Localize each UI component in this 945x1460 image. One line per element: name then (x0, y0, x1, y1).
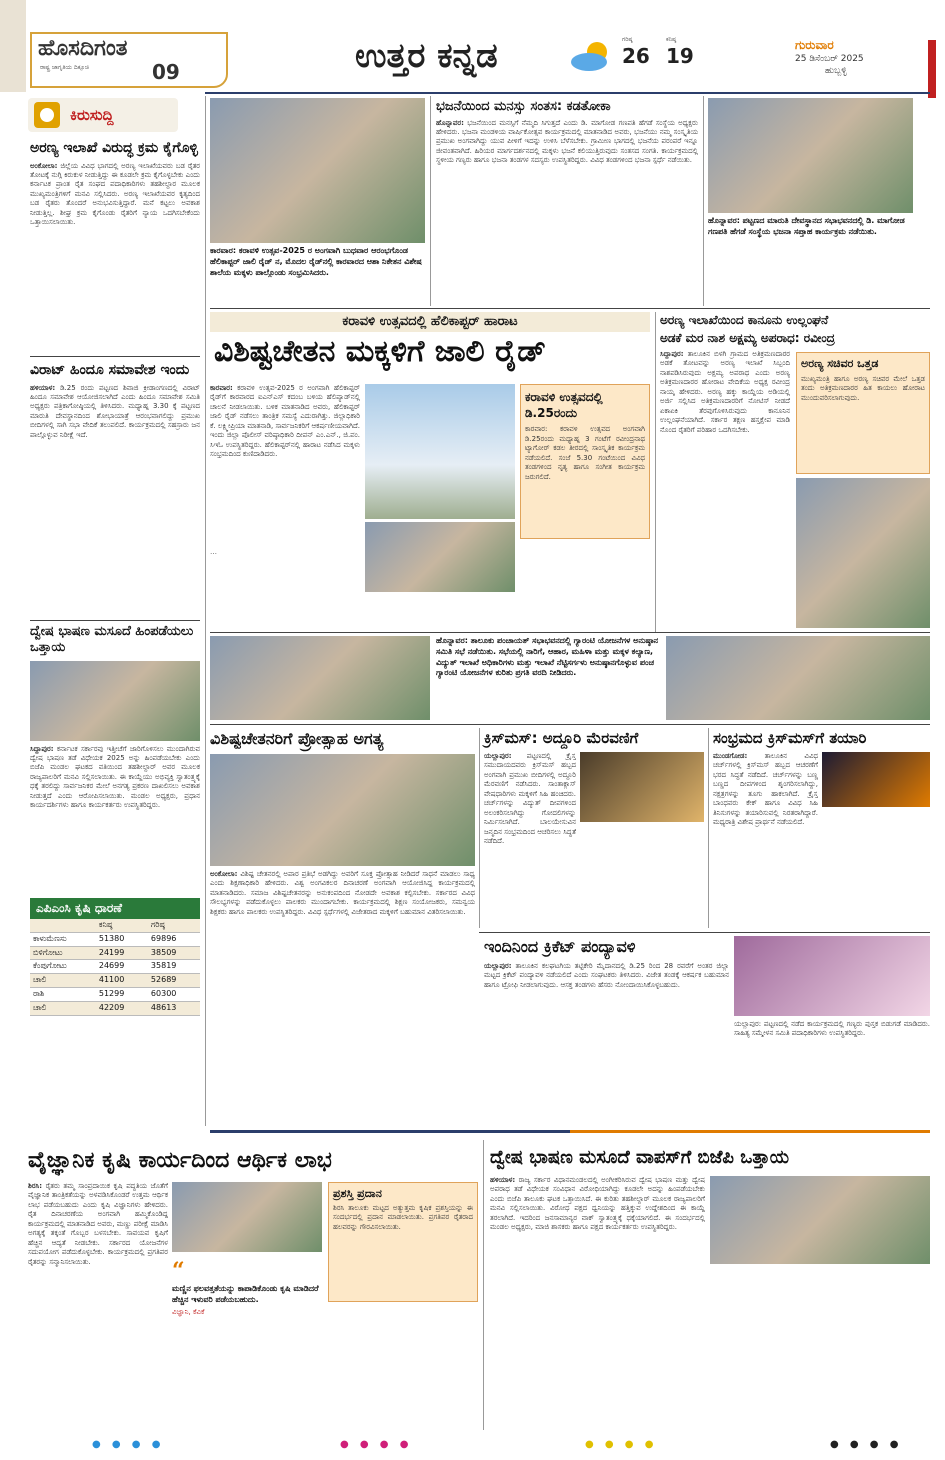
divider (210, 308, 930, 309)
divider (30, 620, 200, 621)
story-d-body: ತಾಲೂಕಿನ ಕಲಘಟಗಿಯ ತಟ್ಟಿಕೇರಿ ಮೈದಾನದಲ್ಲಿ ಡಿ.25 ರಿಂದ 28 ರವರೆಗೆ ಅಂತರ ಜಿಲ್ಲಾ ಮಟ್ಟದ ಕ್ರಿಕೆಟ್ ಪಂದ್ಯಾವಳಿ ನಡೆಯಲಿದೆ ಎಂದು ಸಂಘಟಕರು ತಿಳಿಸಿದರು. ವಿಜೇತ ತಂಡಕ್ಕೆ ಆಕರ್ಷಕ ಬಹುಮಾನ ಹಾಗೂ ಟ್ರೋಫಿ ನೀಡಲಾಗುವುದು. ಆಸಕ್ತ ತಂಡಗಳು ಹೆಸರು ನೋಂದಾಯಿಸಿಕೊಳ್ಳಬಹುದು. (484, 962, 729, 989)
registration-marks: ● ● ● ● (340, 1439, 413, 1450)
brief-body: ಡಿ.25 ರಂದು ಪಟ್ಟಣದ ಶಿವಾಜಿ ಕ್ರೀಡಾಂಗಣದಲ್ಲಿ ವಿರಾಟ್ ಹಿಂದೂ ಸಮಾವೇಶ ಆಯೋಜಿಸಲಾಗಿದೆ ಎಂದು ಹಿಂದೂ ಸಮಾವೇಶ ಸಮಿತಿ ಅಧ್ಯಕ್ಷರು ಪತ್ರಿಕಾಗೋಷ್ಠಿಯಲ್ಲಿ ತಿಳಿಸಿದರು. ಮಧ್ಯಾಹ್ನ 3.30 ಕ್ಕೆ ಪಟ್ಟಣದ ಮಾರುತಿ ದೇವಸ್ಥಾನದಿಂದ ಶೋಭಾಯಾತ್ರೆ ಆರಂಭವಾಗಲಿದ್ದು ಪ್ರಮುಖ ಬೀದಿಗಳಲ್ಲಿ ಸಾಗಿ ಸಭಾ ವೇದಿಕೆ ತಲುಪಲಿದೆ. ಕಾರ್ಯಕ್ರಮದಲ್ಲಿ ಸಹಸ್ರಾರು ಜನ ಪಾಲ್ಗೊಳ್ಳುವ ನಿರೀಕ್ಷೆ ಇದೆ. (30, 383, 200, 439)
table-row (30, 960, 200, 974)
forest-dateline: ಸಿದ್ದಾಪುರ: (660, 350, 684, 358)
divider (30, 356, 200, 357)
table-row (30, 1001, 200, 1015)
column-rule (205, 96, 206, 1126)
brief-title: ವಿರಾಟ್ ಹಿಂದೂ ಸಮಾವೇಶ ಇಂದು (30, 362, 190, 378)
max-price: 35819 (148, 960, 200, 974)
accent-bar (928, 40, 936, 98)
table-header-row (30, 919, 200, 932)
brief-2 (30, 362, 200, 606)
award-title: ಪ್ರಶಸ್ತಿ ಪ್ರದಾನ (333, 1187, 382, 1200)
divider (479, 932, 930, 933)
date-block (795, 38, 925, 77)
quote-mark-icon: “ (172, 1258, 185, 1284)
story-a-title: ವಿಶಿಷ್ಟಚೇತನರಿಗೆ ಪ್ರೋತ್ಸಾಹ ಅಗತ್ಯ (210, 729, 384, 748)
story-b-title: ಕ್ರಿಸ್‌ಮಸ್: ಅದ್ದೂರಿ ಮೆರವಣಿಗೆ (484, 729, 639, 747)
story-b-dateline: ಯಲ್ಲಾಪುರ: (484, 752, 512, 760)
min-price: 51380 (96, 932, 148, 946)
story-d-dateline: ಯಲ್ಲಾಪುರ: (484, 962, 512, 970)
story-a-photo (210, 754, 475, 866)
farm-event-photo (172, 1182, 322, 1252)
story1-photo (210, 98, 425, 243)
commodity: ಕಾಳುಮೆಣಸು (30, 932, 96, 946)
table-row (30, 946, 200, 960)
bottom-right-headline: ದ್ವೇಷ ಭಾಷಣ ಮಸೂದೆ ವಾಪಸ್‌ಗೆ ಬಿಜೆಪಿ ಒತ್ತಾಯ (490, 1147, 790, 1168)
brief-1 (30, 140, 200, 334)
forest-body: ತಾಲೂಕಿನ ಬಿಳಗಿ ಗ್ರಾಮದ ಅತಿಕ್ರಮಣದಾರರ ಅಡಕೆ ತೋಟವನ್ನು ಅರಣ್ಯ ಇಲಾಖೆ ಸಿಬ್ಬಂದಿ ನಾಶಪಡಿಸಿರುವುದು ಅಕ್ಷಮ್ಯ ಅಪರಾಧ ಎಂದು ಅರಣ್ಯ ಅತಿಕ್ರಮಣದಾರರ ಹೋರಾಟ ವೇದಿಕೆಯ ಅಧ್ಯಕ್ಷ ರವೀಂದ್ರ ನಾಯ್ಕ ಹೇಳಿದರು. ಅರಣ್ಯ ಹಕ್ಕು ಕಾಯ್ದೆಯ ಅಡಿಯಲ್ಲಿ ಅರ್ಜಿ ಸಲ್ಲಿಸಿದ ಅತಿಕ್ರಮಣದಾರರಿಗೆ ನೋಟಿಸ್ ನೀಡದೆ ಏಕಾಏಕಿ ತೆರವುಗೊಳಿಸಿರುವುದು ಕಾನೂನಿನ ಉಲ್ಲಂಘನೆಯಾಗಿದೆ. ಸರ್ಕಾರ ತಕ್ಷಣ ಹಸ್ತಕ್ಷೇಪ ಮಾಡಿ ನೊಂದ ರೈತರಿಗೆ ಪರಿಹಾರ ಒದಗಿಸಬೇಕು. (660, 350, 790, 434)
story-d-title: ಇಂದಿನಿಂದ ಕ್ರಿಕೆಟ್ ಪಂದ್ಯಾವಳಿ (484, 937, 636, 956)
table-header (30, 919, 96, 932)
brief-dateline: ಹಳಿಯಾಳ: (30, 383, 56, 392)
forest-box-title: ಅರಣ್ಯ ಸಚಿವರ ಒತ್ತಡ (801, 357, 879, 370)
story-d-body-block (484, 962, 729, 1127)
max-temp-block (622, 36, 650, 68)
weekday: ಗುರುವಾರ (795, 38, 834, 52)
brief-3 (30, 624, 200, 890)
max-price: 60300 (148, 987, 200, 1001)
brief-body: ಜಿಲ್ಲೆಯ ವಿವಿಧ ಭಾಗದಲ್ಲಿ ಅರಣ್ಯ ಇಲಾಖೆಯವರು ಬಡ ರೈತರ ತೋಟಕ್ಕೆ ನುಗ್ಗಿ ಕಿರುಕುಳ ನೀಡುತ್ತಿದ್ದು ಈ ಕೂಡಲೇ ಕ್ರಮ ಕೈಗೊಳ್ಳಬೇಕು ಎಂದು ಕರ್ನಾಟಕ ಪ್ರಾಂತ ರೈತ ಸಂಘದ ಪದಾಧಿಕಾರಿಗಳು ತಹಶೀಲ್ದಾರ ಮೂಲಕ ಮುಖ್ಯಮಂತ್ರಿಗಳಿಗೆ ಮನವಿ ಸಲ್ಲಿಸಿದರು. ಅರಣ್ಯ ಇಲಾಖೆಯವರ ಕೃತ್ಯದಿಂದ ಬಡ ರೈತರು ತೊಂದರೆ ಅನುಭವಿಸುತ್ತಿದ್ದಾರೆ. ಮನೆ ಕಟ್ಟಲು ಅವಕಾಶ ನೀಡುತ್ತಿಲ್ಲ. ಶೀಘ್ರ ಕ್ರಮ ಕೈಗೊಂಡು ರೈತರಿಗೆ ನ್ಯಾಯ ಒದಗಿಸಬೇಕೆಂದು ಒತ್ತಾಯಿಸಲಾಯಿತು. (30, 161, 200, 227)
column-rule (483, 1140, 484, 1430)
story-a-body: ವಿಶಿಷ್ಟ ಚೇತನರಲ್ಲಿ ಅಪಾರ ಪ್ರತಿಭೆ ಅಡಗಿದ್ದು ಅವರಿಗೆ ಸೂಕ್ತ ಪ್ರೋತ್ಸಾಹ ನೀಡಿದರೆ ಸಾಧನೆ ಮಾಡಲು ಸಾಧ್ಯ ಎಂದು ಶಿಕ್ಷಣಾಧಿಕಾರಿ ಹೇಳಿದರು. ವಿಶ್ವ ಅಂಗವಿಕಲರ ದಿನಾಚರಣೆ ಅಂಗವಾಗಿ ಆಯೋಜಿಸಿದ್ದ ಕಾರ್ಯಕ್ರಮದಲ್ಲಿ ಮಾತನಾಡಿದರು. ಸಮಾಜ ವಿಶಿಷ್ಟಚೇತನರನ್ನು ಅನುಕಂಪದಿಂದ ನೋಡದೇ ಅವಕಾಶ ಕಲ್ಪಿಸಬೇಕು. ಸರ್ಕಾರದ ವಿವಿಧ ಸೌಲಭ್ಯಗಳನ್ನು ಪಡೆದುಕೊಳ್ಳಲು ಪಾಲಕರು ಮುಂದಾಗಬೇಕು. ಕಾರ್ಯಕ್ರಮದಲ್ಲಿ ಶಿಕ್ಷಣ ಸಂಯೋಜಕರು, ಸಮನ್ವಯ ಶಿಕ್ಷಕರು ಹಾಗೂ ಪಾಲಕರು ಉಪಸ್ಥಿತರಿದ್ದರು. ವಿವಿಧ ಸ್ಪರ್ಧೆಗಳಲ್ಲಿ ವಿಜೇತರಾದ ಮಕ್ಕಳಿಗೆ ಬಹುಮಾನ ವಿತರಿಸಲಾಯಿತು. (210, 870, 475, 916)
commodity: ಚಾಲಿ (30, 974, 96, 988)
story-d-photo (734, 936, 930, 1016)
min-temp: 19 (666, 44, 694, 69)
lead-info-box (520, 384, 650, 539)
story-b-body: ಪಟ್ಟಣದಲ್ಲಿ ಕ್ರೈಸ್ತ ಸಮುದಾಯದವರು ಕ್ರಿಸ್‌ಮಸ್ ಹಬ್ಬದ ಅಂಗವಾಗಿ ಪ್ರಮುಖ ಬೀದಿಗಳಲ್ಲಿ ಅದ್ದೂರಿ ಮೆರವಣಿಗೆ ನಡೆಸಿದರು. ಸಾಂತಾಕ್ಲಾಸ್ ವೇಷಧಾರಿಗಳು ಮಕ್ಕಳಿಗೆ ಸಿಹಿ ಹಂಚಿದರು. ಚರ್ಚ್‌ಗಳನ್ನು ವಿದ್ಯುತ್ ದೀಪಗಳಿಂದ ಅಲಂಕರಿಸಲಾಗಿದ್ದು ಗೋದಲಿಗಳನ್ನು ನಿರ್ಮಿಸಲಾಗಿದೆ. ಬಾಲಯೇಸುವಿನ ಜನ್ಮದಿನ ಸಂಭ್ರಮದಿಂದ ಆಚರಿಸಲು ಸಿದ್ಧತೆ ನಡೆದಿದೆ. (484, 752, 576, 845)
bottom-right-dateline: ಹಳಿಯಾಳ: (490, 1176, 516, 1184)
max-temp: 26 (622, 44, 650, 69)
commodity: ಬಿಳಿಗೋಟು (30, 946, 96, 960)
lead-photo-2 (365, 522, 515, 592)
story2-title: ಭಜನೆಯಿಂದ ಮನಸ್ಸು ಸಂತಸ: ಕಡತೋಕಾ (436, 99, 611, 114)
column-rule (708, 728, 709, 928)
apmc-box (30, 898, 200, 1016)
brief-title: ಅರಣ್ಯ ಇಲಾಖೆ ವಿರುದ್ಧ ಕ್ರಮ ಕೈಗೊಳ್ಳಿ (30, 140, 198, 156)
bottom-left-headline: ವೈಜ್ಞಾನಿಕ ಕೃಷಿ ಕಾರ್ಯದಿಂದ ಆರ್ಥಿಕ ಲಾಭ (28, 1148, 332, 1173)
forest-caption: ಹೊನ್ನಾವರ: ತಾಲೂಕು ಪಂಚಾಯತ್ ಸಭಾಭವನದಲ್ಲಿ ಗ್ಯಾರಂಟಿ ಯೋಜನೆಗಳ ಅನುಷ್ಠಾನ ಸಮಿತಿ ಸಭೆ ನಡೆಯಿತು. ಸಭೆಯಲ್ಲಿ ನಾರಿಗೆ, ಆಹಾರ, ಮಹಿಳಾ ಮತ್ತು ಮಕ್ಕಳ ಕಲ್ಯಾಣ, ವಿದ್ಯುತ್ ಇಲಾಖೆ ಅಧಿಕಾರಿಗಳು ಮತ್ತು ಇಲಾಖೆ ನೆಟ್ಟಿಸರ್ಗಳು ಅನುಷ್ಠಾನಗೊಳ್ಳುವ ಪಂಚ ಗ್ಯಾರಂಟಿ ಯೋಜನೆಗಳ ಕುರಿತು ಪ್ರಗತಿ ವರದಿ ನೀಡಿದರು. (436, 636, 659, 678)
min-label: ಕನಿಷ್ಠ (666, 36, 677, 43)
lead-continued: … (210, 548, 217, 556)
masthead-rule (205, 92, 930, 94)
brief-title: ದ್ವೇಷ ಭಾಷಣ ಮಸೂದೆ ಹಿಂಪಡೆಯಲು ಒತ್ತಾಯ (30, 624, 194, 656)
table-row (30, 932, 200, 946)
story2-photo (708, 98, 913, 213)
bottom-left-body: ರೈತರು ತಮ್ಮ ಸಾಂಪ್ರದಾಯಿಕ ಕೃಷಿ ಪದ್ಧತಿಯ ಜೊತೆಗೆ ವೈಜ್ಞಾನಿಕ ತಾಂತ್ರಿಕತೆಯನ್ನು ಅಳವಡಿಸಿಕೊಂಡರೆ ಉತ್ತಮ ಆರ್ಥಿಕ ಲಾಭ ಪಡೆಯಬಹುದು ಎಂದು ಕೃಷಿ ವಿಜ್ಞಾನಿಗಳು ಹೇಳಿದರು. ರೈತ ದಿನಾಚರಣೆಯ ಅಂಗವಾಗಿ ಹಮ್ಮಿಕೊಂಡಿದ್ದ ಕಾರ್ಯಕ್ರಮದಲ್ಲಿ ಮಾತನಾಡಿದ ಅವರು, ಮಣ್ಣು ಪರೀಕ್ಷೆ ಮಾಡಿಸಿ ಅಗತ್ಯಕ್ಕೆ ತಕ್ಕಂತೆ ಗೊಬ್ಬರ ಬಳಸಬೇಕು. ಸಾವಯವ ಕೃಷಿಗೆ ಹೆಚ್ಚಿನ ಆದ್ಯತೆ ನೀಡಬೇಕು. ಸರ್ಕಾರದ ಯೋಜನೆಗಳ ಸದುಪಯೋಗ ಪಡೆದುಕೊಳ್ಳಬೇಕು. ಕಾರ್ಯಕ್ರಮದಲ್ಲಿ ಪ್ರಗತಿಪರ ರೈತರನ್ನು ಸನ್ಮಾನಿಸಲಾಯಿತು. (28, 1182, 168, 1266)
column-rule (703, 96, 704, 306)
table-row (30, 974, 200, 988)
table-header: ಗರಿಷ್ಠ (148, 919, 200, 932)
kirusuddi-label-box (28, 98, 178, 132)
bottom-left-body-block (28, 1182, 168, 1422)
brief-body: ಕರ್ನಾಟಕ ಸರ್ಕಾರವು ಇತ್ತೀಚೆಗೆ ಜಾರಿಗೊಳಿಸಲು ಮುಂದಾಗಿರುವ ದ್ವೇಷ ಭಾಷಣ ತಡೆ ವಿಧೇಯಕ 2025 ಅನ್ನು ಹಿಂಪಡೆಯಬೇಕು ಎಂದು ಬಿಜೆಪಿ ಮಂಡಲ ಘಟಕದ ವತಿಯಿಂದ ತಹಶೀಲ್ದಾರ್ ಅವರ ಮೂಲಕ ರಾಜ್ಯಪಾಲರಿಗೆ ಮನವಿ ಸಲ್ಲಿಸಲಾಯಿತು. ಈ ಕಾಯ್ದೆಯು ಅಭಿವ್ಯಕ್ತಿ ಸ್ವಾತಂತ್ರ್ಯಕ್ಕೆ ಧಕ್ಕೆ ತರಲಿದ್ದು ಸಾರ್ವಜನಿಕರ ಮೇಲೆ ಅನಗತ್ಯ ಪ್ರಕರಣ ದಾಖಲಿಸಲು ಅವಕಾಶ ನೀಡುತ್ತದೆ ಎಂದು ಆರೋಪಿಸಲಾಯಿತು. ಮಂಡಲ ಅಧ್ಯಕ್ಷರು, ಪ್ರಧಾನ ಕಾರ್ಯದರ್ಶಿಗಳು ಹಾಗೂ ಕಾರ್ಯಕರ್ತರು ಉಪಸ್ಥಿತರಿದ್ದರು. (30, 744, 200, 810)
info-box-title: ಕರಾವಳಿ ಉತ್ಸವದಲ್ಲಿ ಡಿ.25ರಂದು (525, 390, 603, 421)
forest-box-body: ಮುಖ್ಯಮಂತ್ರಿ ಹಾಗೂ ಅರಣ್ಯ ಸಚಿವರ ಮೇಲೆ ಒತ್ತಡ ತಂದು ಅತಿಕ್ರಮಣದಾರರ ಹಿತ ಕಾಯಲು ಹೋರಾಟ ಮುಂದುವರಿಸಲಾಗುವುದು. (801, 374, 925, 402)
commodity: ಕೆಂಪುಗೋಟು (30, 960, 96, 974)
bottom-left-dateline: ಶಿರಸಿ: (28, 1182, 43, 1190)
quote-box (172, 1258, 322, 1317)
city: ಹುಬ್ಬಳ್ಳಿ (825, 66, 847, 77)
max-label: ಗರಿಷ್ಠ (622, 36, 633, 43)
column-rule (655, 312, 656, 632)
lead-headline: ವಿಶಿಷ್ಟಚೇತನ ಮಕ್ಕಳಿಗೆ ಜಾಲಿ ರೈಡ್ (214, 334, 547, 369)
story2-dateline: ಹೊನ್ನಾವರ: (436, 118, 464, 127)
registration-marks: ● ● ● ● (585, 1439, 658, 1450)
story-a-dateline: ಅಂಕೋಲಾ: (210, 870, 238, 878)
forest-headline: ಅಡಕೆ ಮರ ನಾಶ ಅಕ್ಷಮ್ಯ ಅಪರಾಧ: ರವೀಂದ್ರ (660, 331, 835, 345)
quote-author: ವಿಜ್ಞಾನಿ, ಕೆವಿಕೆ (172, 1307, 205, 1316)
column-rule (430, 96, 431, 306)
min-price: 51299 (96, 987, 148, 1001)
story1-caption: ಕಾರವಾರ: ಕರಾವಳಿ ಉತ್ಸವ-2025 ರ ಅಂಗವಾಗಿ ಬುಧವಾರ ಆರಂಭಗೊಂಡ ಹೆಲಿಕಾಪ್ಟರ್ ಜಾಲಿ ರೈಡ್ ನ, ಮೊದಲ ರೈಡ್‌ನಲ್ಲಿ ಕಾರವಾರದ ಆಶಾ ನಿಕೇತನ ವಿಶೇಷ ಶಾಲೆಯ ಮಕ್ಕಳು ಪಾಲ್ಗೊಂಡು ಸಂಭ್ರಮಿಸಿದರು. (210, 246, 422, 277)
quote-text: ಮಣ್ಣಿನ ಫಲವತ್ತತೆಯನ್ನು ಕಾಪಾಡಿಕೊಂಡು ಕೃಷಿ ಮಾಡಿದರೆ ಹೆಚ್ಚಿನ ಇಳುವರಿ ಪಡೆಯಬಹುದು. (172, 1284, 319, 1304)
story-c-photo (822, 752, 930, 807)
lead-body: ಕರಾವಳಿ ಉತ್ಸವ-2025 ರ ಅಂಗವಾಗಿ ಹೆಲಿಕಾಪ್ಟರ್ ರೈಡ್‌ಗೆ ಕಾರವಾರದ ಐಎನ್‌ಎಸ್ ಕದಂಬ ಬಳಿಯ ಹೆಲಿಪ್ಯಾಡ್‌ನಲ್ಲಿ ಚಾಲನೆ ನೀಡಲಾಯಿತು. ಬಳಿಕ ಮಾತನಾಡಿದ ಅವರು, ಹೆಲಿಕಾಪ್ಟರ್ ಜಾಲಿ ರೈಡ್ ನಡೆಸಲು ತಾಂತ್ರಿಕ ಸಮಸ್ಯೆ ಎದುರಾಗಿತ್ತು. ಜಿಲ್ಲಾಧಿಕಾರಿ ಕೆ. ಲಕ್ಷ್ಮೀಪ್ರಿಯಾ ಮಾತನಾಡಿ, ಸಾರ್ವಜನಿಕರಿಗೆ ಆಕರ್ಷಣೀಯವಾಗಿದೆ. ಇಂದು ಜಿಲ್ಲಾ ಪೊಲೀಸ್ ವರಿಷ್ಠಾಧಿಕಾರಿ ದೀಪನ್ ಎಂ.ಎನ್., ಜಿ.ಪಂ. ಸಿಇಓ ಉಪಸ್ಥಿತರಿದ್ದರು. ಹೆಲಿಕಾಪ್ಟರ್‌ನಲ್ಲಿ ಹಾರಾಟ ನಡೆಸಿದ ಮಕ್ಕಳು ಸಂಭ್ರಮದಿಂದ ಕುಣಿದಾಡಿದರು. (210, 384, 360, 459)
max-price: 52689 (148, 974, 200, 988)
divider (210, 632, 930, 633)
max-price: 69896 (148, 932, 200, 946)
apmc-title: ಎಪಿಎಂಸಿ ಕೃಷಿ ಧಾರಣೆ (30, 898, 200, 919)
story-c-dateline: ಮುಂಡಗೋಡ: (713, 752, 748, 760)
apmc-table (30, 919, 200, 1016)
registration-marks: ● ● ● ● (830, 1439, 903, 1450)
lead-kicker: ಕರಾವಳಿ ಉತ್ಸವದಲ್ಲಿ ಹೆಲಿಕಾಪ್ಟರ್ ಹಾರಾಟ (210, 312, 650, 332)
min-temp-block (666, 36, 694, 68)
section-title: ಉತ್ತರ ಕನ್ನಡ (355, 36, 498, 76)
story-c-title: ಸಂಭ್ರಮದ ಕ್ರಿಸ್‌ಮಸ್‌ಗೆ ತಯಾರಿ (713, 729, 867, 747)
column-rule (479, 728, 480, 928)
story-b-body-block (484, 752, 576, 930)
info-box-body: ಕಾರವಾರ: ಕರಾವಳಿ ಉತ್ಸವದ ಅಂಗವಾಗಿ ಡಿ.25ರಂದು ಮಧ್ಯಾಹ್ನ 3 ಗಂಟೆಗೆ ರವೀಂದ್ರನಾಥ ಟ್ಯಾಗೋರ್ ಕಡಲ ತೀರದಲ್ಲಿ ಸಾಂಸ್ಕೃತಿಕ ಕಾರ್ಯಕ್ರಮ ನಡೆಯಲಿದೆ. ಸಂಜೆ 5.30 ಗಂಟೆಯಿಂದ ವಿವಿಧ ತಂಡಗಳಿಂದ ನೃತ್ಯ ಹಾಗೂ ಸಂಗೀತ ಕಾರ್ಯಕ್ರಮ ಜರುಗಲಿದೆ. (525, 425, 645, 481)
forest-kicker: ಅರಣ್ಯ ಇಲಾಖೆಯಿಂದ ಕಾನೂನು ಉಲ್ಲಂಘನೆ (660, 313, 829, 327)
story-d-caption: ಯಲ್ಲಾಪುರ: ಪಟ್ಟಣದಲ್ಲಿ ನಡೆದ ಕಾರ್ಯಕ್ರಮದಲ್ಲಿ ಗಣ್ಯರು ಪುಸ್ತಕ ಬಿಡುಗಡೆ ಮಾಡಿದರು. ಸಾಹಿತ್ಯ ಸಮ್ಮೇಳನ ಸಮಿತಿ ಪದಾಧಿಕಾರಿಗಳು ಉಪಸ್ಥಿತರಿದ್ದರು. (734, 1020, 930, 1038)
divider (210, 724, 930, 725)
kirusuddi-label: ಕಿರುಸುದ್ದಿ (70, 106, 114, 124)
story-c-body: ತಾಲೂಕಿನ ವಿವಿಧ ಚರ್ಚ್‌ಗಳಲ್ಲಿ ಕ್ರಿಸ್‌ಮಸ್ ಹಬ್ಬದ ಆಚರಣೆಗೆ ಭರದ ಸಿದ್ಧತೆ ನಡೆದಿದೆ. ಚರ್ಚ್‌ಗಳನ್ನು ಬಣ್ಣ ಬಣ್ಣದ ದೀಪಗಳಿಂದ ಶೃಂಗರಿಸಲಾಗಿದ್ದು, ನಕ್ಷತ್ರಗಳನ್ನು ತೂಗು ಹಾಕಲಾಗಿದೆ. ಕ್ರೈಸ್ತ ಬಾಂಧವರು ಕೇಕ್ ಹಾಗೂ ವಿವಿಧ ಸಿಹಿ ತಿನಿಸುಗಳನ್ನು ತಯಾರಿಸುವಲ್ಲಿ ನಿರತರಾಗಿದ್ದಾರೆ. ಮಧ್ಯರಾತ್ರಿ ವಿಶೇಷ ಪ್ರಾರ್ಥನೆ ನಡೆಯಲಿದೆ. (713, 752, 818, 827)
lead-body-col1 (210, 384, 360, 544)
forest-body-block (660, 350, 790, 630)
hand-icon (32, 100, 62, 130)
story2 (436, 98, 698, 304)
paper-logo: ಹೊಸದಿಗಂತ (38, 36, 128, 61)
helicopter-photo (365, 384, 515, 519)
story-b-photo (580, 752, 704, 822)
lead-dateline: ಕಾರವಾರ: (210, 384, 233, 392)
bottom-right-body-block (490, 1176, 705, 1426)
brief-dateline: ಅಂಕೋಲಾ: (30, 161, 58, 170)
forest-box (796, 352, 930, 474)
band-rule (210, 1130, 930, 1133)
story-c-body-block (713, 752, 818, 930)
meeting-photo (210, 636, 430, 720)
max-price: 48613 (148, 1001, 200, 1015)
plantation-photo (666, 636, 930, 720)
table-header: ಕನಿಷ್ಠ (96, 919, 148, 932)
registration-marks: ● ● ● ● (92, 1439, 165, 1450)
brief-photo (30, 661, 200, 741)
story2-body: ಭಜನೆಯಿಂದ ಮನಸ್ಸಿಗೆ ನೆಮ್ಮದಿ ಸಿಗುತ್ತದೆ ಎಂದು ಡಿ. ಮಾಗೋಡ ಗಣಪತಿ ಹೆಗಡೆ ಸಂಸ್ಥೆಯ ಅಧ್ಯಕ್ಷರು ಹೇಳಿದರು. ಭಜನಾ ಮಂಡಳಿಯ ವಾರ್ಷಿಕೋತ್ಸವ ಕಾರ್ಯಕ್ರಮದಲ್ಲಿ ಮಾತನಾಡಿದ ಅವರು, ಭಜನೆಯು ನಮ್ಮ ಸಂಸ್ಕೃತಿಯ ಪ್ರಮುಖ ಅಂಗವಾಗಿದ್ದು ಯುವ ಪೀಳಿಗೆ ಇದನ್ನು ಉಳಿಸಿ ಬೆಳೆಸಬೇಕು. ಗ್ರಾಮೀಣ ಭಾಗದಲ್ಲಿ ಭಜನೆಯ ಪರಂಪರೆ ಇನ್ನೂ ಜೀವಂತವಾಗಿದೆ. ಹಿರಿಯರ ಮಾರ್ಗದರ್ಶನದಲ್ಲಿ ಮಕ್ಕಳು ಭಜನೆ ಕಲಿಯುತ್ತಿರುವುದು ಸಂತಸದ ಸಂಗತಿ. ಕಾರ್ಯಕ್ರಮದಲ್ಲಿ ಸ್ಥಳೀಯ ಗಣ್ಯರು ಹಾಗೂ ಭಜನಾ ತಂಡಗಳ ಸದಸ್ಯರು ಉಪಸ್ಥಿತರಿದ್ದರು. ವಿವಿಧ ತಂಡಗಳಿಂದ ಭಜನಾ ಸ್ಪರ್ಧೆ ನಡೆಯಿತು. (436, 118, 698, 165)
min-price: 24199 (96, 946, 148, 960)
brief-dateline: ಸಿದ್ದಾಪುರ: (30, 744, 54, 753)
page-number: 09 (152, 60, 180, 84)
bottom-right-body: ರಾಜ್ಯ ಸರ್ಕಾರ ವಿಧಾನಮಂಡಲದಲ್ಲಿ ಅಂಗೀಕರಿಸಿರುವ ದ್ವೇಷ ಭಾಷಣ ಮತ್ತು ದ್ವೇಷ ಅಪರಾಧ ತಡೆ ವಿಧೇಯಕ ಸಂವಿಧಾನ ವಿರೋಧಿಯಾಗಿದ್ದು ಕೂಡಲೇ ಅದನ್ನು ಹಿಂಪಡೆಯಬೇಕು ಎಂದು ಬಿಜೆಪಿ ತಾಲೂಕು ಘಟಕ ಒತ್ತಾಯಿಸಿದೆ. ಈ ಕುರಿತು ತಹಶೀಲ್ದಾರ್ ಮೂಲಕ ರಾಜ್ಯಪಾಲರಿಗೆ ಮನವಿ ಸಲ್ಲಿಸಲಾಯಿತು. ವಿರೋಧ ಪಕ್ಷದ ಧ್ವನಿಯನ್ನು ಹತ್ತಿಕ್ಕುವ ಉದ್ದೇಶದಿಂದ ಈ ಕಾಯ್ದೆ ತರಲಾಗಿದೆ. ಇದರಿಂದ ಜನಸಾಮಾನ್ಯರ ವಾಕ್ ಸ್ವಾತಂತ್ರ್ಯಕ್ಕೆ ಧಕ್ಕೆಯಾಗಲಿದೆ. ಈ ಸಂದರ್ಭದಲ್ಲಿ ಮಂಡಲ ಅಧ್ಯಕ್ಷರು, ಮಾಜಿ ಶಾಸಕರು ಹಾಗೂ ಪಕ್ಷದ ಕಾರ್ಯಕರ್ತರು ಉಪಸ್ಥಿತರಿದ್ದರು. (490, 1176, 705, 1232)
min-price: 24699 (96, 960, 148, 974)
paper-tagline: ರಾಷ್ಟ್ರ ಜಾಗೃತಿಯ ದಿಕ್ಸೂಚಿ (40, 64, 89, 71)
commodity: ರಾಶಿ (30, 987, 96, 1001)
bjp-protest-photo (710, 1176, 930, 1264)
max-price: 38509 (148, 946, 200, 960)
weather-icon (567, 38, 617, 74)
award-box (328, 1182, 478, 1302)
min-price: 42209 (96, 1001, 148, 1015)
story-a-body-block (210, 870, 475, 1125)
commodity: ಚಾಲಿ (30, 1001, 96, 1015)
award-body: ಶಿರಸಿ ತಾಲೂಕು ಮಟ್ಟದ ಅತ್ಯುತ್ತಮ ಕೃಷಿಕ ಪ್ರಶಸ್ತಿಯನ್ನು ಈ ಸಂದರ್ಭದಲ್ಲಿ ಪ್ರದಾನ ಮಾಡಲಾಯಿತು. ಪ್ರಗತಿಪರ ರೈತರಾದ ಹಲವರನ್ನು ಗೌರವಿಸಲಾಯಿತು. (333, 1203, 473, 1231)
forest-photo (796, 478, 930, 628)
margin-strip (0, 0, 26, 92)
issue-date: 25 ಡಿಸೆಂಬರ್ 2025 (795, 54, 864, 64)
table-row (30, 987, 200, 1001)
story2-caption: ಹೊನ್ನಾವರ: ಪಟ್ಟಣದ ಮಾರುತಿ ದೇವಸ್ಥಾನದ ಸಭಾಭವನದಲ್ಲಿ ಡಿ. ಮಾಗೋಡ ಗಣಪತಿ ಹೆಗಡೆ ಸಂಸ್ಥೆಯ ಭಜನಾ ಸಪ್ತಾಹ ಕಾರ್ಯಕ್ರಮ ನಡೆಯಿತು. (708, 216, 905, 236)
min-price: 41100 (96, 974, 148, 988)
